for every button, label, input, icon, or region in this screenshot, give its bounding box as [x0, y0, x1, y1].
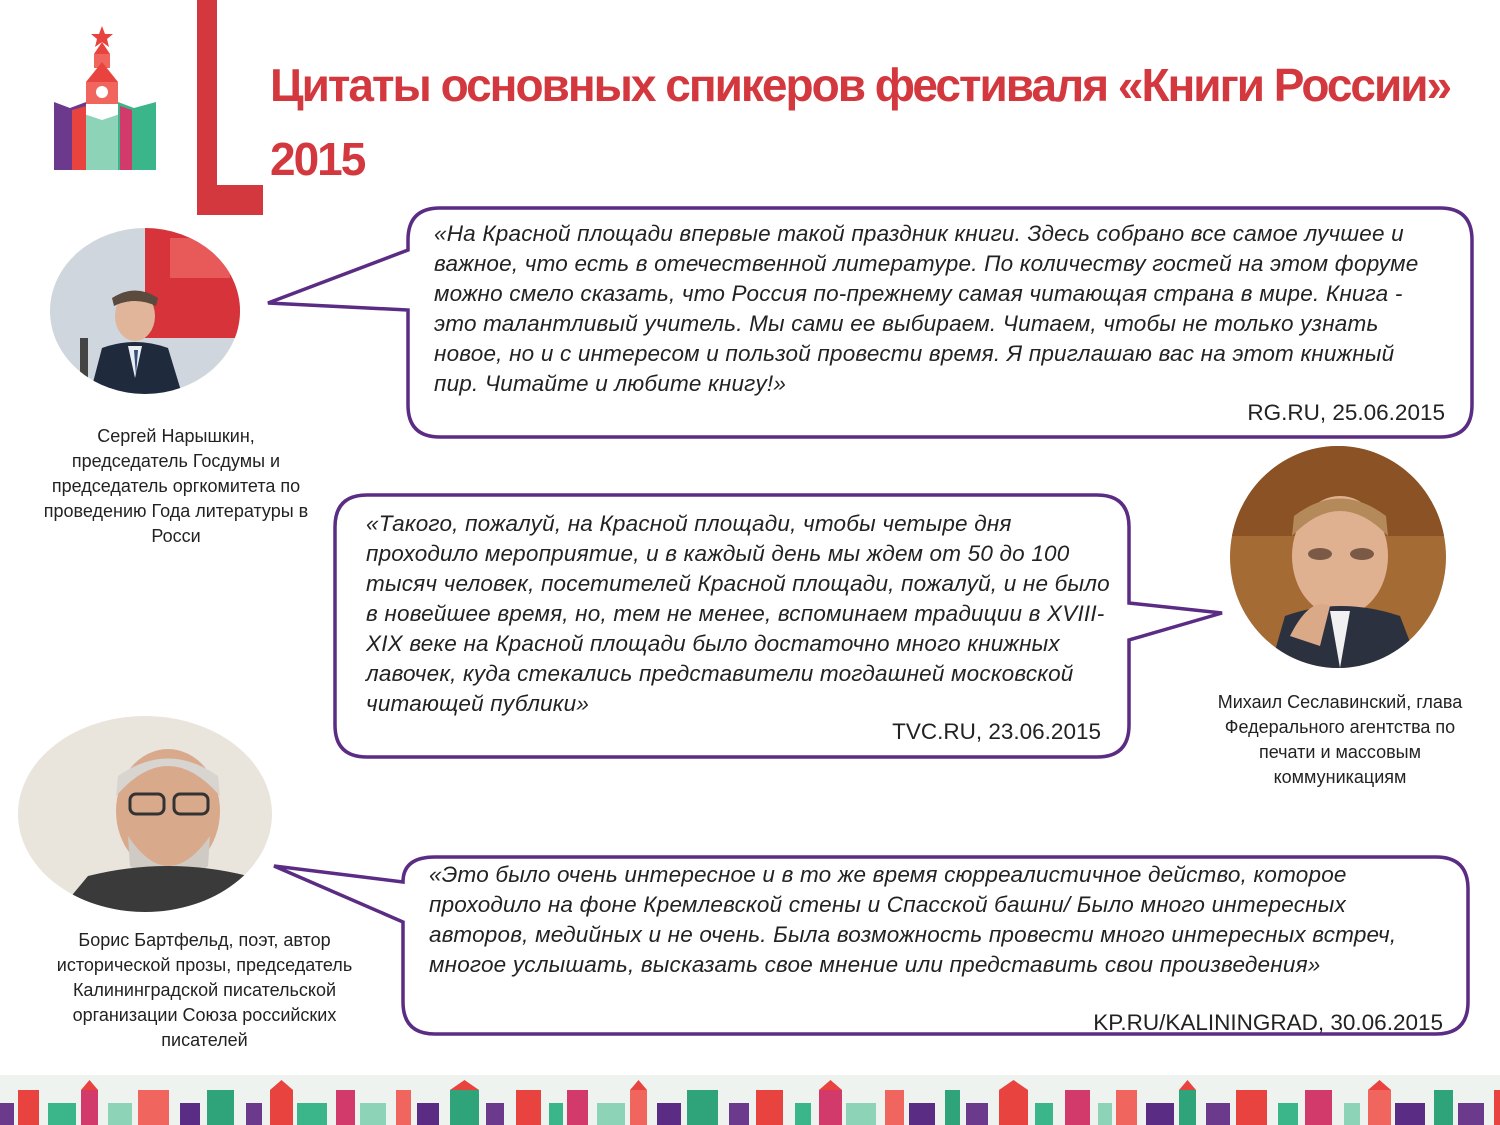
- quote-text-1: «На Красной площади впервые такой праздник книги. Здесь собрано все самое лучшее и важное, что есть в отечественной литературе. По количеству гостей на этом форуме можно смело сказать, что Россия по-прежнему самая читающая страна в мире. Книга - это талантливый учитель. Мы сами ее выбираем. Читаем, чтобы не только узнать новое, но и с интересом и пользой провести время. Я приглашаю вас на этот книжный пир. Читайте и любите книгу!»: [434, 221, 1419, 396]
- footer-book-spine: [207, 1090, 234, 1125]
- footer-book-spine: [1098, 1103, 1112, 1125]
- speaker-caption-bartfeld: Борис Бартфельд, поэт, автор исторической прозы, председатель Калининградской писательской организации Союза российских писателей: [56, 930, 353, 1050]
- footer-book-spine: [417, 1103, 439, 1125]
- decorative-footer-pattern: [0, 1075, 1500, 1125]
- footer-book-spine: [486, 1103, 504, 1125]
- footer-book-spine: [138, 1090, 169, 1125]
- footer-book-spine: [450, 1090, 479, 1125]
- footer-book-spine: [756, 1090, 783, 1125]
- footer-book-spine: [1434, 1090, 1453, 1125]
- footer-book-spine: [597, 1103, 625, 1125]
- quote-source-1: RG.RU, 25.06.2015: [1247, 400, 1445, 425]
- footer-book-spine: [1494, 1090, 1500, 1125]
- speaker-photo-bartfeld: [18, 716, 272, 912]
- footer-book-spine: [81, 1090, 98, 1125]
- footer-book-spine: [336, 1090, 355, 1125]
- footer-book-spine: [297, 1103, 327, 1125]
- speaker-photo-seslavinsky: [1230, 446, 1446, 668]
- footer-book-spine: [819, 1090, 842, 1125]
- footer-book-spine: [1305, 1090, 1332, 1125]
- quote-text-3: «Это было очень интересное и в то же время сюрреалистичное действо, которое проходило на фоне Кремлевской стены и Спасской башни/ Было много интересных авторов, медийных и не очень. Была возможность провести много интересных встреч, многое услышать, высказать свое мнение или представить свои произведения»: [429, 862, 1397, 977]
- footer-book-spine: [1344, 1103, 1360, 1125]
- footer-book-spine: [549, 1103, 563, 1125]
- footer-book-spine: [270, 1090, 293, 1125]
- footer-book-spine: [885, 1090, 904, 1125]
- footer-book-spine: [1146, 1103, 1174, 1125]
- footer-book-spine: [567, 1090, 588, 1125]
- footer-book-spine: [1368, 1090, 1391, 1125]
- footer-book-spine: [687, 1090, 718, 1125]
- footer-book-spine: [630, 1090, 647, 1125]
- footer-book-spine: [1278, 1103, 1298, 1125]
- footer-book-spine: [516, 1090, 541, 1125]
- speaker-caption-seslavinsky: Михаил Сеславинский, глава Федерального агентства по печати и массовым коммуникациям: [1217, 692, 1463, 787]
- footer-book-spine: [945, 1090, 960, 1125]
- footer-book-spine: [1206, 1103, 1230, 1125]
- footer-book-spine: [180, 1103, 200, 1125]
- footer-book-spine: [1236, 1090, 1267, 1125]
- quote-text-2: «Такого, пожалуй, на Красной площади, чтобы четыре дня проходило мероприятие, и в каждый день мы ждем от 50 до 100 тысяч человек, посетителей Красной площади, пожалуй, и не было в новейшее время, но, тем не менее, вспоминаем традиции в XVIII-XIX веке на Красной площади было достаточно много книжных лавочек, куда стекались представители тогдашней московской читающей публики»: [366, 511, 1110, 716]
- footer-book-spine: [657, 1103, 681, 1125]
- footer-book-spine: [396, 1090, 411, 1125]
- footer-book-spine: [0, 1103, 14, 1125]
- footer-book-spine: [846, 1103, 876, 1125]
- footer-book-spine: [1395, 1103, 1425, 1125]
- footer-book-spine: [48, 1103, 76, 1125]
- footer-book-spine: [729, 1103, 749, 1125]
- footer-book-spine: [1458, 1103, 1484, 1125]
- speaker-photo-naryshkin: [50, 228, 240, 394]
- footer-book-spine: [360, 1103, 386, 1125]
- page-title: Цитаты основных спикеров фестиваля «Книги России» 2015: [270, 59, 1451, 185]
- footer-book-spine: [795, 1103, 811, 1125]
- footer-book-spine: [1035, 1103, 1053, 1125]
- footer-book-spine: [18, 1090, 39, 1125]
- footer-book-spine: [246, 1103, 262, 1125]
- footer-book-spine: [1065, 1090, 1090, 1125]
- quote-source-2: TVC.RU, 23.06.2015: [892, 719, 1101, 744]
- footer-book-spine: [966, 1103, 988, 1125]
- footer-book-spine: [1179, 1090, 1196, 1125]
- footer-book-spine: [1116, 1090, 1137, 1125]
- quote-source-3: KP.RU/KALININGRAD, 30.06.2015: [1093, 1010, 1443, 1035]
- speaker-caption-naryshkin: Сергей Нарышкин, председатель Госдумы и председатель оргкомитета по проведению Года литературы в Росси: [43, 426, 309, 546]
- footer-book-spine: [909, 1103, 935, 1125]
- footer-book-spine: [999, 1090, 1028, 1125]
- footer-book-spine: [108, 1103, 132, 1125]
